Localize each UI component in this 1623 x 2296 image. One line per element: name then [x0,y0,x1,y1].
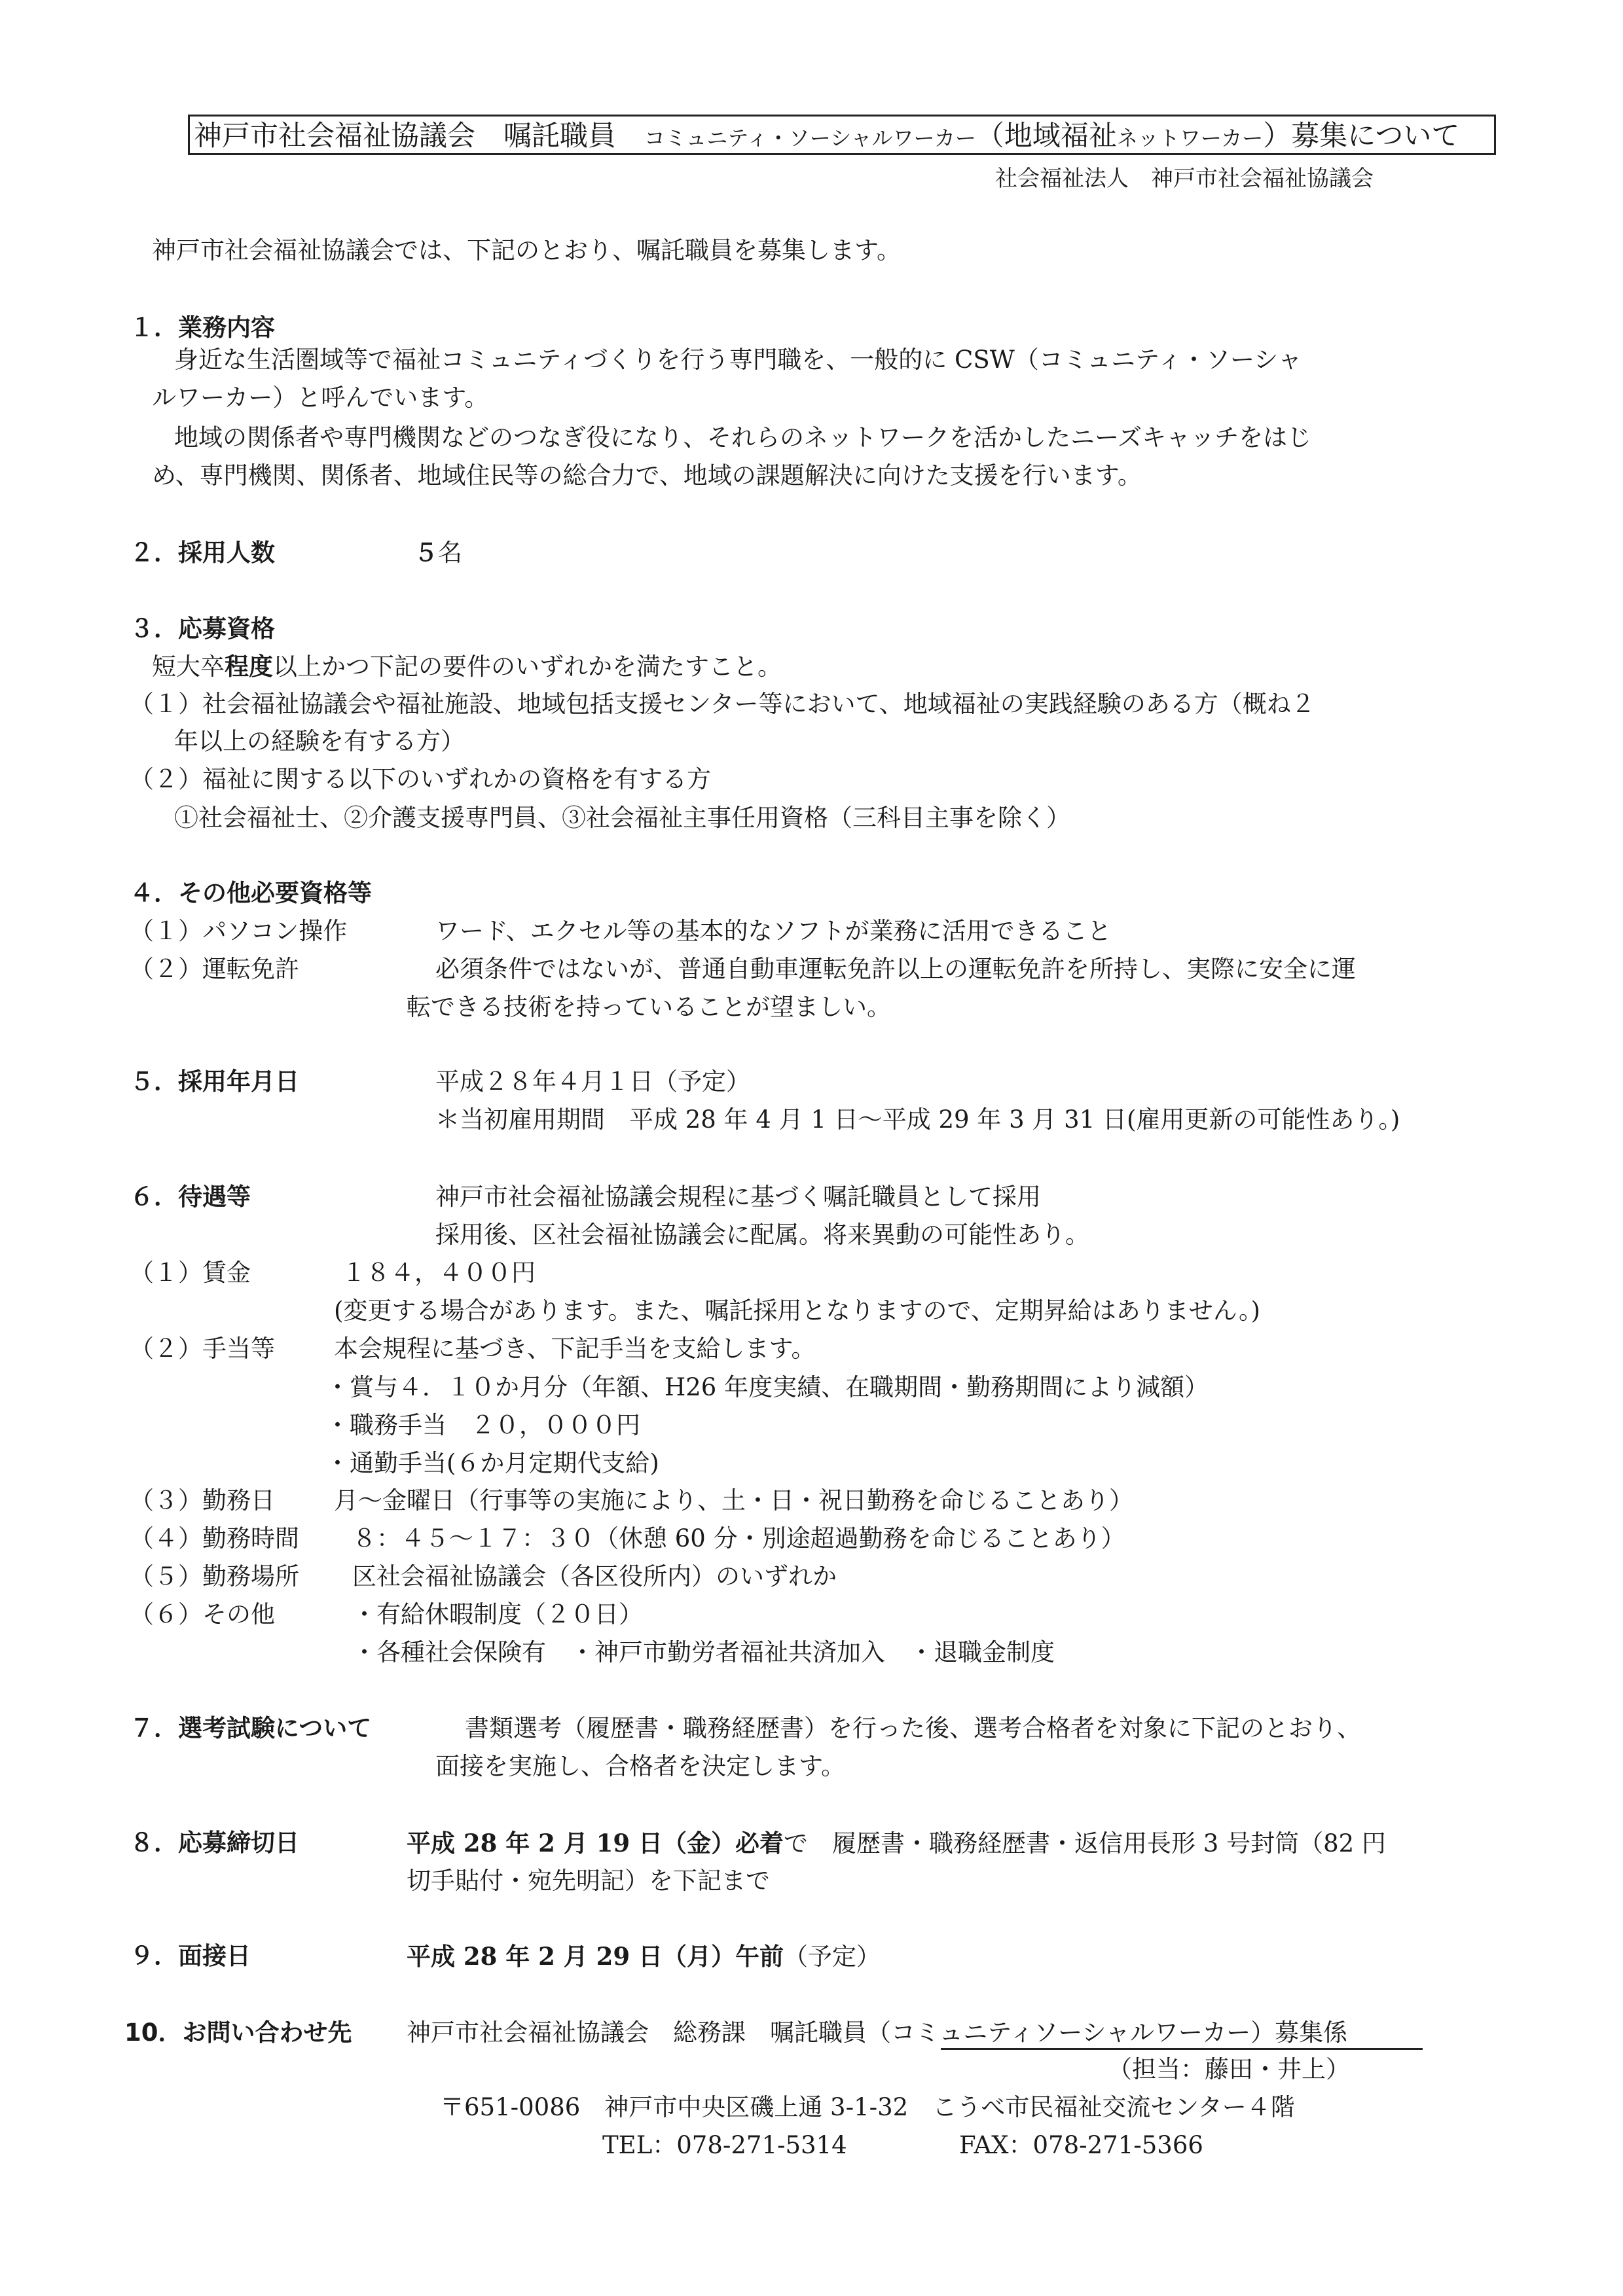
item-label: （６）その他 [130,1600,275,1628]
body-line: 採用後、区社会福祉協議会に配属。将来異動の可能性あり。 [435,1221,1089,1249]
text-span: （予定） [784,1943,881,1971]
body-line: （１）社会福祉協議会や福祉施設、地域包括支援センター等において、地域福祉の実践経験のある方（概ね２ [130,690,1315,718]
deadline-line [407,1828,1386,1859]
text-span: （コミュニティソーシャルワーカー） [867,2018,1275,2047]
title-part: ネットワーカー [1116,126,1264,151]
body-line: 神戸市社会福祉協議会規程に基づく嘱託職員として採用 [435,1183,1041,1211]
section-heading: ４．その他必要資格等 [130,879,372,907]
title-part: 神戸市社会福祉協議会 嘱託職員 [194,120,644,152]
section-heading: ２．採用人数 [130,539,275,567]
section-heading: ７．選考試験について [130,1714,372,1742]
wage-note: (変更する場合があります。また、嘱託採用となりますので、定期昇給はありません。) [334,1297,1260,1325]
body-line: 年以上の経験を有する方） [174,727,465,755]
deadline: 平成 28 年 2 月 19 日（金）必着 [407,1829,784,1857]
allowance-item: ・賞与４．１０か月分（年額、H26 年度実績、在職期間・勤務期間により減額） [325,1373,1209,1401]
title-part: （地域福祉 [976,120,1117,152]
section-heading: ３．応募資格 [130,615,275,643]
item-text: 月～金曜日（行事等の実施により、土・日・祝日勤務を命じることあり） [334,1486,1133,1515]
item-text: ・各種社会保険有 ・神戸市勤労者福祉共済加入 ・退職金制度 [352,1638,1055,1666]
text-span: 以上かつ下記の要件のいずれかを満たすこと。 [273,653,782,681]
body-line: 切手貼付・宛先明記）を下記まで [407,1867,770,1895]
body-line: 書類選考（履歴書・職務経歴書）を行った後、選考合格者を対象に下記のとおり、 [465,1714,1361,1742]
text-span: 短大卒 [152,653,225,681]
item-text: 本会規程に基づき、下記手当を支給します。 [334,1335,816,1363]
contact-persons: （担当：藤田・井上） [1108,2055,1350,2083]
hire-count-value: ５ [414,539,438,567]
section-heading: ８．応募締切日 [130,1829,299,1857]
text-span: 程度 [225,652,273,681]
text-span: で 履歴書・職務経歴書・返信用長形 3 号封筒（82 円 [784,1829,1386,1857]
intro-text: 神戸市社会福祉協議会では、下記のとおり、嘱託職員を募集します。 [152,236,902,264]
allowance-item: ・職務手当 ２０，０００円 [325,1411,640,1439]
body-line: め、専門機関、関係者、地域住民等の総合力で、地域の課題解決に向けた支援を行います。 [152,461,1142,490]
title-part: コミュニティ・ソーシャルワーカー [644,126,976,151]
start-date: 平成２８年４月１日（予定） [435,1067,750,1096]
item-label: （１）賃金 [130,1259,251,1287]
item-text: ８：４５～１７：３０（休憩 60 分・別途超過勤務を命じることあり） [352,1524,1125,1552]
item-label: （１）パソコン操作 [130,917,348,945]
address: 〒651-0086 神戸市中央区磯上通 3-1-32 こうべ市民福祉交流センター４階 [440,2093,1295,2121]
tel: TEL：078-271-5314 [602,2131,847,2159]
body-line: 面接を実施し、合格者を決定します。 [435,1752,846,1780]
text-span: 募集係 [1275,2018,1348,2047]
contact-line [407,2018,1347,2048]
title-part: ）募集について [1263,120,1460,152]
section-heading: ９．面接日 [130,1942,251,1970]
item-text: 必須条件ではないが、普通自動車運転免許以上の運転免許を所持し、実際に安全に運 [435,955,1356,983]
item-text: ・有給休暇制度（２０日） [352,1600,643,1628]
body-line: ①社会福祉士、②介護支援専門員、③社会福祉主事任用資格（三科目主事を除く） [174,804,1070,832]
allowance-item: ・通勤手当(６か月定期代支給) [325,1449,659,1477]
fax: FAX：078-271-5366 [959,2131,1203,2159]
interview-date-value: 平成 28 年 2 月 29 日（月）午前 [407,1942,784,1971]
body-line: 身近な生活圏域等で福祉コミュニティづくりを行う専門職を、一般的に CSW（コミュニティ・ソーシャ [174,346,1302,374]
hire-count [414,538,462,568]
body-line: ルワーカー）と呼んでいます。 [152,384,489,412]
item-text: 区社会福祉協議会（各区役所内）のいずれか [352,1562,837,1590]
issuer: 社会福祉法人 神戸市社会福祉協議会 [995,166,1374,192]
text-span: 神戸市社会福祉協議会 総務課 嘱託職員 [407,2018,867,2047]
item-label: （２）運転免許 [130,955,299,983]
page-title [194,119,1459,155]
body-line: （２）福祉に関する以下のいずれかの資格を有する方 [130,765,711,793]
item-label: （５）勤務場所 [130,1562,299,1590]
employment-period-note: ＊当初雇用期間 平成 28 年 4 月 1 日～平成 29 年 3 月 31 日(雇用更新の可能性あり。) [435,1105,1400,1134]
hire-count-unit: 名 [438,539,462,567]
section-heading: １．業務内容 [130,314,275,342]
item-label: （２）手当等 [130,1335,275,1363]
item-text: ワード、エクセル等の基本的なソフトが業務に活用できること [435,917,1112,945]
wage-value: １８４，４００円 [342,1259,536,1287]
body-line: 地域の関係者や専門機関などのつなぎ役になり、それらのネットワークを活かしたニーズキャッチをはじ [174,423,1312,452]
section-heading: ６．待遇等 [130,1183,251,1211]
item-label: （３）勤務日 [130,1486,275,1515]
item-text: 転できる技術を持っていることが望ましい。 [407,993,891,1021]
underline [941,2048,1423,2050]
item-label: （４）勤務時間 [130,1524,299,1552]
section-heading: 10．お問い合わせ先 [124,2018,352,2047]
section-heading: ５．採用年月日 [130,1067,299,1096]
body-line [152,651,782,682]
interview-date [407,1941,881,1972]
